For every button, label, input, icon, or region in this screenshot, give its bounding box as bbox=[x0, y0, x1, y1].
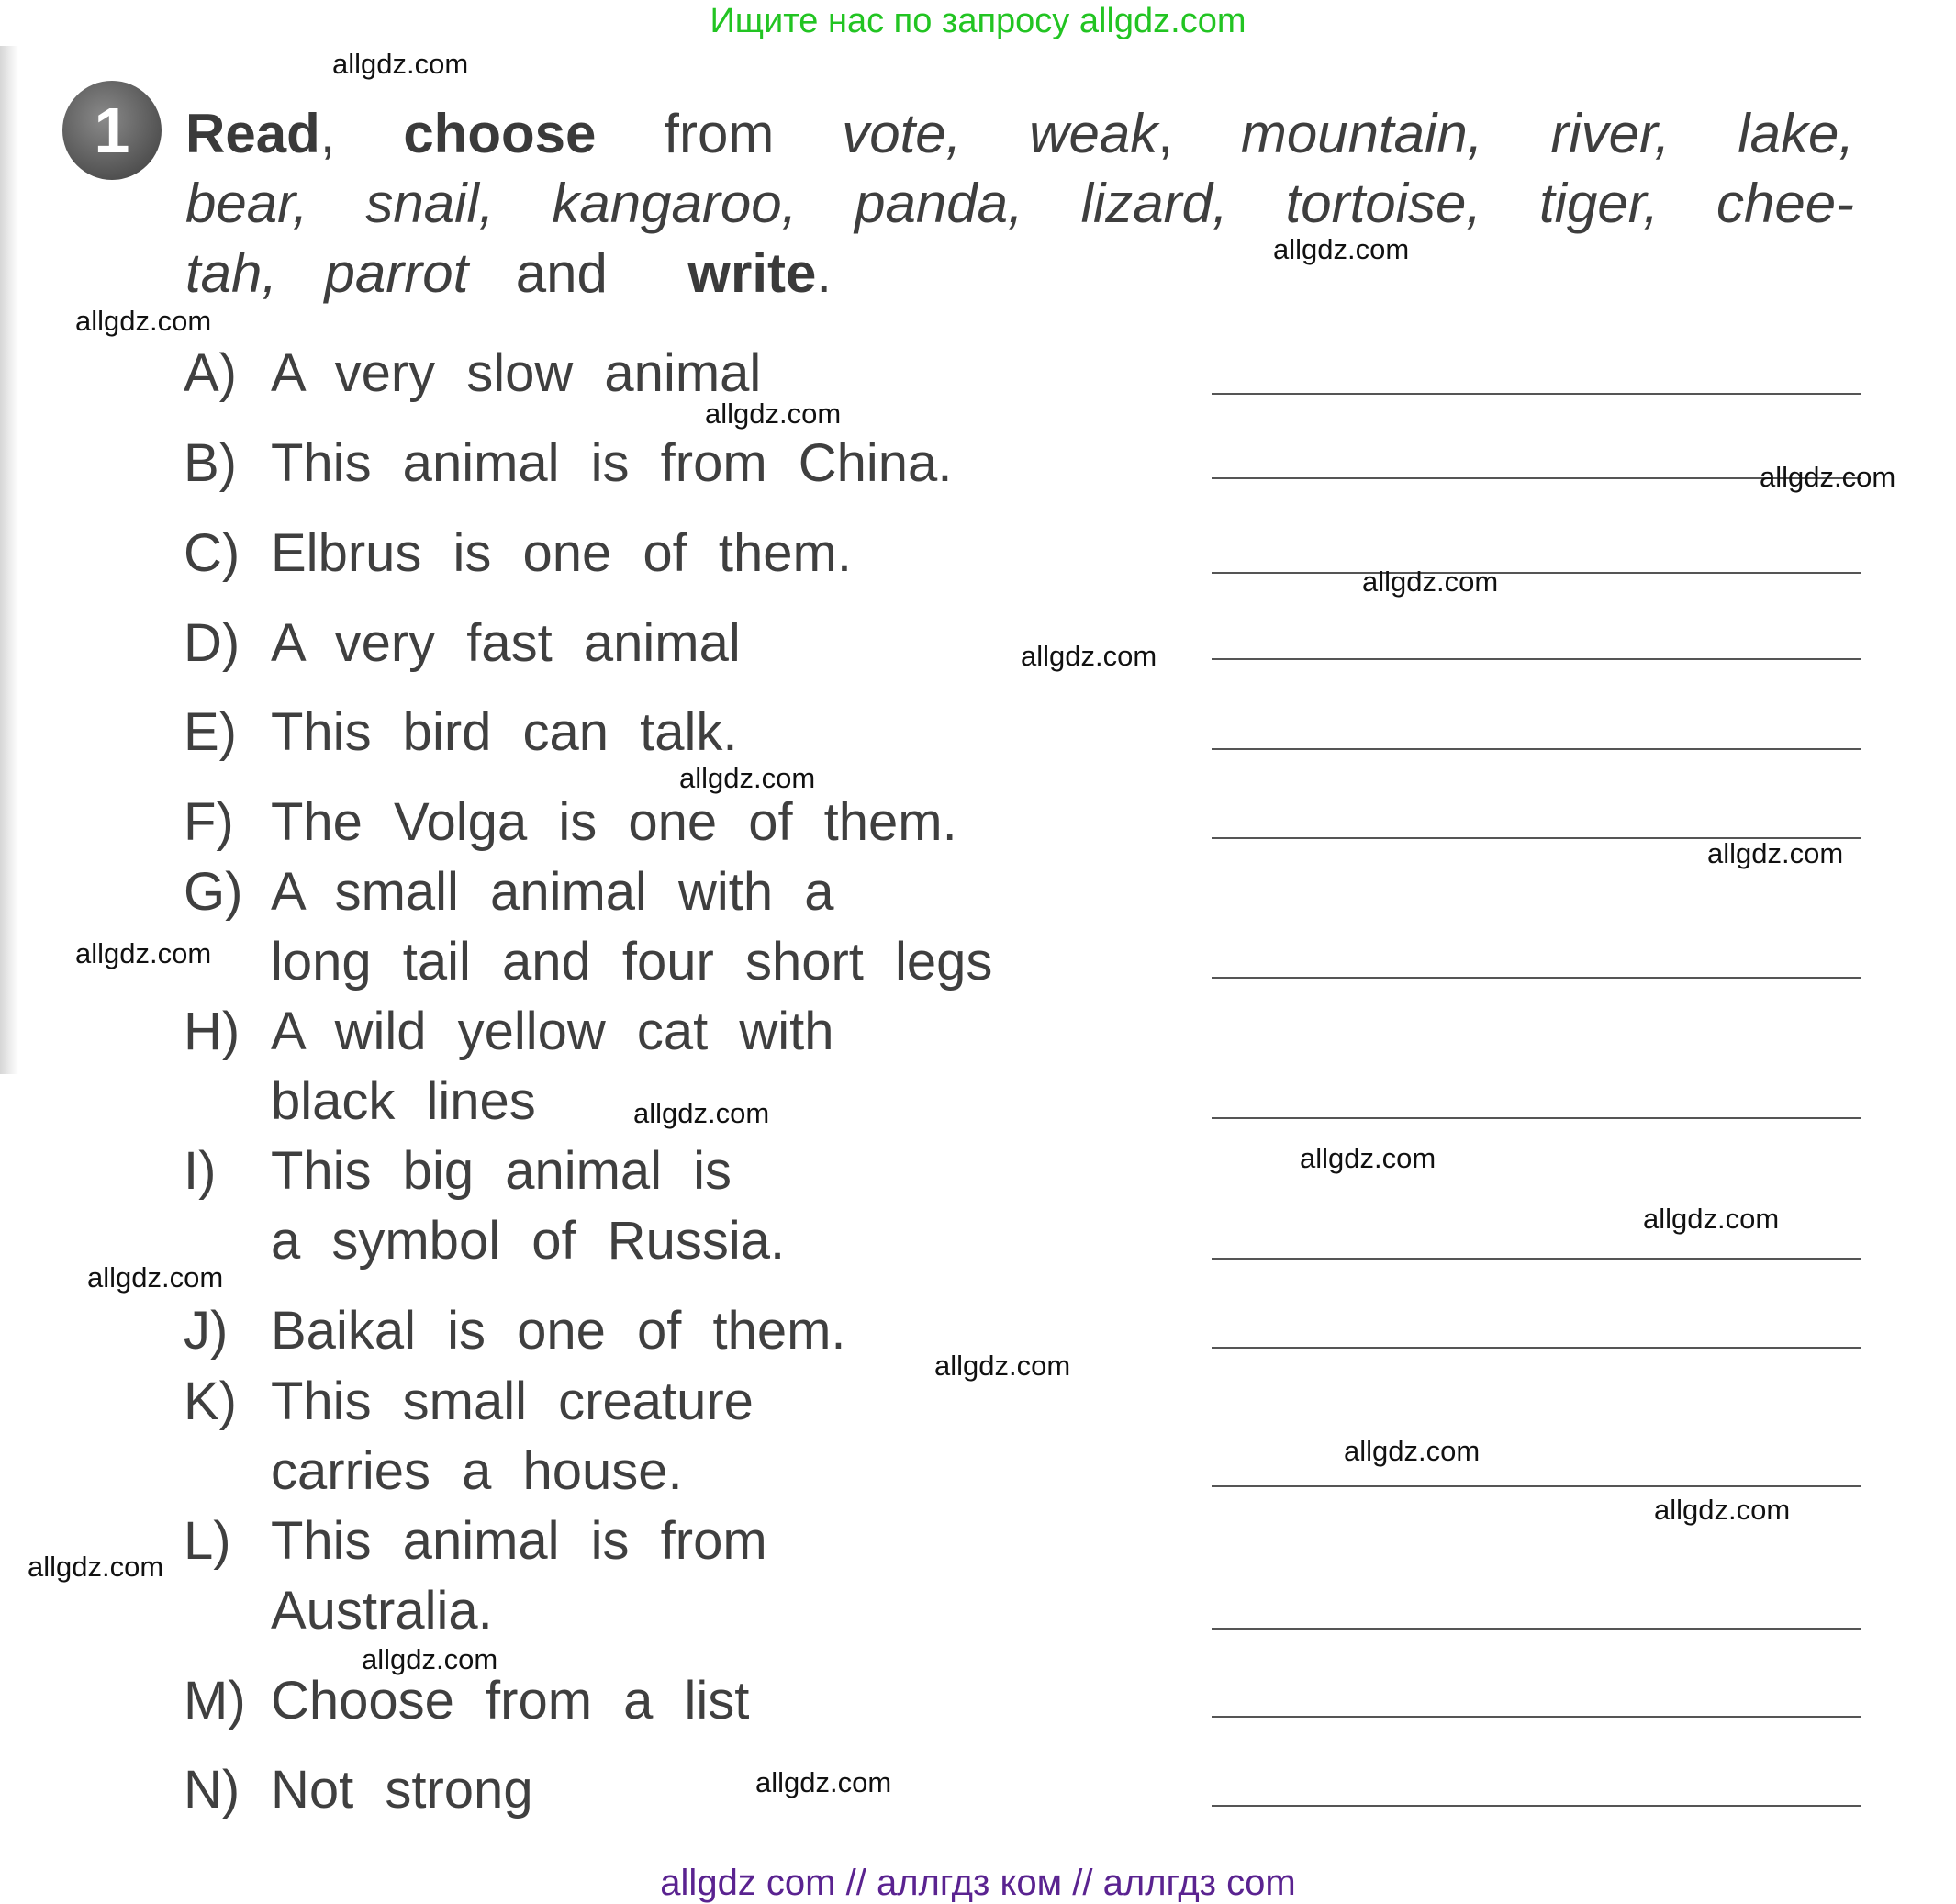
question-label: B) bbox=[184, 433, 237, 493]
question-label: A) bbox=[184, 343, 237, 403]
instruction-from: from bbox=[664, 103, 775, 164]
instruction-line-3 bbox=[185, 239, 865, 308]
question-text: carries a house. bbox=[271, 1441, 683, 1501]
answer-line[interactable] bbox=[1212, 1485, 1861, 1487]
instruction-line-2 bbox=[185, 169, 1854, 239]
question-text: Australia. bbox=[271, 1581, 493, 1641]
answer-line[interactable] bbox=[1212, 393, 1861, 395]
word-option: lizard, bbox=[1080, 173, 1228, 234]
watermark: allgdz.com bbox=[28, 1551, 164, 1583]
watermark: allgdz.com bbox=[1643, 1203, 1780, 1235]
watermark: allgdz.com bbox=[332, 48, 469, 80]
question-label: N) bbox=[184, 1760, 240, 1820]
instruction-choose: choose bbox=[403, 103, 597, 164]
watermark: allgdz.com bbox=[1654, 1494, 1791, 1526]
question-text: long tail and four short legs bbox=[271, 932, 993, 991]
word-option: lake, bbox=[1738, 103, 1855, 164]
answer-line[interactable] bbox=[1212, 1117, 1861, 1119]
watermark: allgdz.com bbox=[1760, 461, 1896, 493]
watermark: allgdz.com bbox=[1300, 1142, 1436, 1174]
question-label: J) bbox=[184, 1301, 229, 1361]
instruction-read: Read bbox=[185, 103, 320, 164]
question-text: black lines bbox=[271, 1071, 536, 1131]
question-text: This big animal is bbox=[271, 1141, 732, 1201]
word-option: chee- bbox=[1716, 173, 1855, 234]
word-option: tortoise, bbox=[1285, 173, 1482, 234]
question-label: D) bbox=[184, 613, 240, 673]
question-label: F) bbox=[184, 792, 234, 852]
question-text: This bird can talk. bbox=[271, 702, 738, 762]
answer-line[interactable] bbox=[1212, 748, 1861, 750]
word-option: tiger, bbox=[1538, 173, 1660, 234]
answer-line[interactable] bbox=[1212, 1716, 1861, 1718]
watermark: allgdz.com bbox=[755, 1766, 892, 1798]
answer-line[interactable] bbox=[1212, 572, 1861, 574]
exercise-number-badge: 1 bbox=[62, 81, 162, 180]
question-text: Baikal is one of them. bbox=[271, 1301, 846, 1361]
question-text: Elbrus is one of them. bbox=[271, 523, 852, 583]
watermark: allgdz.com bbox=[1362, 566, 1499, 598]
question-text: This small creature bbox=[271, 1372, 754, 1431]
instruction-comma: , bbox=[1157, 103, 1173, 164]
question-label: M) bbox=[184, 1671, 246, 1730]
question-text: This animal is from China. bbox=[271, 433, 953, 493]
watermark: allgdz.com bbox=[1273, 233, 1410, 265]
watermark: allgdz.com bbox=[633, 1097, 770, 1129]
word-option: river, bbox=[1550, 103, 1671, 164]
page-edge-shadow bbox=[0, 46, 18, 1074]
question-text: A very fast animal bbox=[271, 613, 741, 673]
question-label: L) bbox=[184, 1511, 231, 1571]
word-option: weak bbox=[1029, 103, 1158, 164]
question-label: E) bbox=[184, 702, 237, 762]
question-label: K) bbox=[184, 1372, 237, 1431]
watermark: allgdz.com bbox=[1344, 1435, 1481, 1467]
watermark: allgdz.com bbox=[87, 1261, 224, 1294]
word-option: snail, bbox=[365, 173, 495, 234]
word-option: tah, bbox=[185, 242, 278, 304]
word-option: mountain, bbox=[1240, 103, 1483, 164]
watermark: allgdz.com bbox=[679, 762, 816, 794]
word-option: bear, bbox=[185, 173, 308, 234]
watermark: allgdz.com bbox=[362, 1643, 498, 1675]
question-text: Not strong bbox=[271, 1760, 533, 1820]
footer-links[interactable]: allgdz com // аллгдз ком // аллгдз com bbox=[660, 1863, 1296, 1903]
question-text: a symbol of Russia. bbox=[271, 1211, 786, 1271]
question-text: A small animal with a bbox=[271, 862, 834, 922]
answer-line[interactable] bbox=[1212, 1628, 1861, 1630]
question-label: C) bbox=[184, 523, 240, 583]
answer-line[interactable] bbox=[1212, 1258, 1861, 1260]
instruction-line-1 bbox=[185, 99, 1854, 169]
question-text: This animal is from bbox=[271, 1511, 767, 1571]
watermark: allgdz.com bbox=[705, 398, 842, 430]
watermark: allgdz.com bbox=[75, 937, 212, 969]
instruction-period: . bbox=[816, 242, 833, 304]
answer-line[interactable] bbox=[1212, 1347, 1861, 1349]
question-text: Choose from a list bbox=[271, 1671, 750, 1730]
watermark: allgdz.com bbox=[934, 1350, 1071, 1382]
instruction-write: write bbox=[687, 242, 817, 304]
answer-line[interactable] bbox=[1212, 977, 1861, 979]
question-label: I) bbox=[184, 1141, 217, 1201]
question-text: A very slow animal bbox=[271, 343, 762, 403]
question-label: G) bbox=[184, 862, 243, 922]
instruction-and: and bbox=[515, 242, 608, 304]
question-text: The Volga is one of them. bbox=[271, 792, 957, 852]
question-label: H) bbox=[184, 1002, 240, 1061]
word-option: panda, bbox=[855, 173, 1023, 234]
word-option: parrot bbox=[324, 242, 469, 304]
word-option: kangaroo, bbox=[552, 173, 798, 234]
question-text: A wild yellow cat with bbox=[271, 1002, 834, 1061]
watermark: allgdz.com bbox=[1707, 837, 1844, 869]
watermark: allgdz.com bbox=[1021, 640, 1157, 672]
word-option: vote, bbox=[842, 103, 962, 164]
answer-line[interactable] bbox=[1212, 658, 1861, 660]
instruction-comma: , bbox=[319, 103, 336, 164]
watermark: allgdz.com bbox=[75, 305, 212, 337]
top-banner: Ищите нас по запросу allgdz.com bbox=[710, 2, 1246, 40]
answer-line[interactable] bbox=[1212, 1805, 1861, 1807]
